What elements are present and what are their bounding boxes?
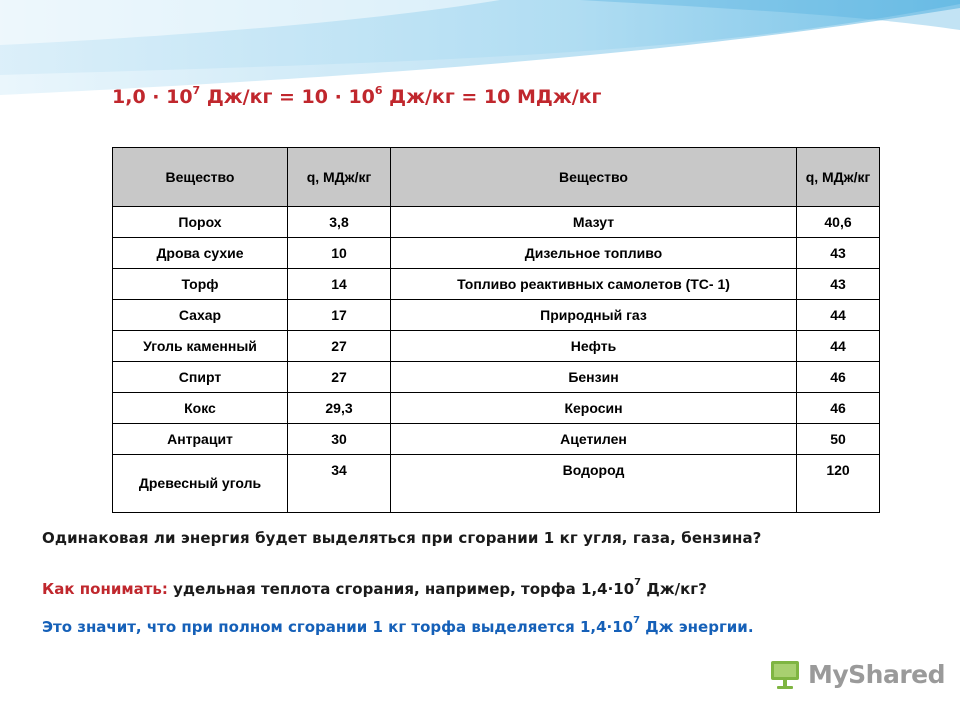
question-label: Как понимать: <box>42 580 168 598</box>
q-cell: 3,8 <box>288 207 391 238</box>
q-cell: 46 <box>797 393 880 424</box>
q-cell: 27 <box>288 331 391 362</box>
substance-cell: Водород <box>391 455 797 513</box>
table-row <box>113 455 880 513</box>
formula-exponent: 7 <box>192 84 201 97</box>
unit-conversion-formula <box>112 86 601 108</box>
substance-cell: Порох <box>113 207 288 238</box>
header-substance: Вещество <box>391 148 797 207</box>
table-row <box>113 207 880 238</box>
formula-exponent: 6 <box>374 84 383 97</box>
substance-cell: Спирт <box>113 362 288 393</box>
substance-cell: Нефть <box>391 331 797 362</box>
formula-part: 1,0 · 10 <box>112 86 193 108</box>
q-cell: 34 <box>288 455 391 513</box>
table-header-row <box>113 148 880 207</box>
table-row <box>113 269 880 300</box>
header-q: q, МДж/кг <box>288 148 391 207</box>
table-row <box>113 362 880 393</box>
answer-text <box>42 615 754 636</box>
substance-cell: Дрова сухие <box>113 238 288 269</box>
substance-cell: Сахар <box>113 300 288 331</box>
substance-cell: Природный газ <box>391 300 797 331</box>
q-cell: 46 <box>797 362 880 393</box>
question-text: удельная теплота сгорания, например, торфа 1,4·10 <box>167 580 635 598</box>
q-cell: 10 <box>288 238 391 269</box>
question-text-tail: Дж/кг? <box>641 580 707 598</box>
table-row <box>113 424 880 455</box>
substance-cell: Древесный уголь <box>113 455 288 513</box>
answer-exponent: 7 <box>633 615 641 626</box>
formula-part: Дж/кг = 10 МДж/кг <box>382 86 602 108</box>
substance-cell: Кокс <box>113 393 288 424</box>
substance-cell: Бензин <box>391 362 797 393</box>
header-q: q, МДж/кг <box>797 148 880 207</box>
myshared-logo <box>768 656 945 692</box>
answer-tail: Дж энергии. <box>640 618 754 636</box>
q-cell: 43 <box>797 238 880 269</box>
question-meaning <box>42 577 707 598</box>
question-exponent: 7 <box>634 577 642 588</box>
q-cell: 30 <box>288 424 391 455</box>
substance-cell: Уголь каменный <box>113 331 288 362</box>
substance-cell: Антрацит <box>113 424 288 455</box>
substance-cell: Керосин <box>391 393 797 424</box>
q-cell: 44 <box>797 331 880 362</box>
substance-cell: Ацетилен <box>391 424 797 455</box>
header-substance: Вещество <box>113 148 288 207</box>
substance-cell: Торф <box>113 269 288 300</box>
q-cell: 17 <box>288 300 391 331</box>
substance-cell: Топливо реактивных самолетов (ТС- 1) <box>391 269 797 300</box>
q-cell: 27 <box>288 362 391 393</box>
q-cell: 120 <box>797 455 880 513</box>
q-cell: 14 <box>288 269 391 300</box>
formula-part: Дж/кг = 10 · 10 <box>200 86 375 108</box>
substance-cell: Дизельное топливо <box>391 238 797 269</box>
question-energy-comparison: Одинаковая ли энергия будет выделяться при сгорании 1 кг угля, газа, бензина? <box>42 529 762 547</box>
presentation-screen-icon <box>768 657 802 691</box>
answer-main: Это значит, что при полном сгорании 1 кг торфа выделяется 1,4·10 <box>42 618 634 636</box>
table-row <box>113 300 880 331</box>
table-row <box>113 393 880 424</box>
q-cell: 29,3 <box>288 393 391 424</box>
q-cell: 43 <box>797 269 880 300</box>
substance-cell: Мазут <box>391 207 797 238</box>
table-row <box>113 331 880 362</box>
table-row <box>113 238 880 269</box>
q-cell: 44 <box>797 300 880 331</box>
q-cell: 40,6 <box>797 207 880 238</box>
q-cell: 50 <box>797 424 880 455</box>
logo-text: MyShared <box>808 659 946 689</box>
heat-of-combustion-table <box>112 147 880 513</box>
